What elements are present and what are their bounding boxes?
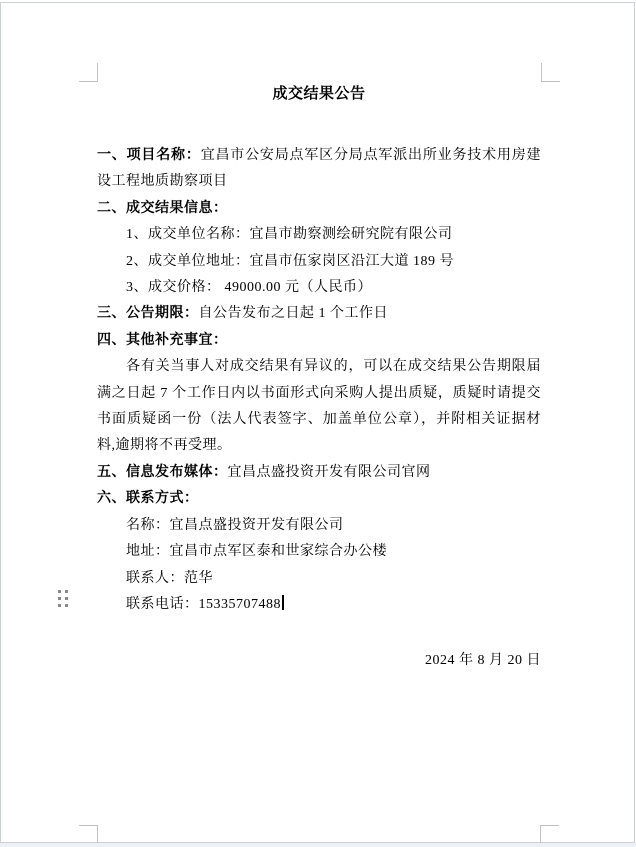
paragraph-5[interactable] [97,275,541,301]
paragraph-10[interactable] [97,486,541,512]
paragraph-list [97,143,541,618]
text-run: 1、成交单位名称：宜昌市勘察测绘研究院有限公司 [126,227,453,243]
paragraph-9[interactable] [97,460,541,486]
text-boundary-mark-top-left [79,63,98,82]
text-boundary-mark-bottom-left [79,825,98,844]
text-run: 二、成交结果信息： [97,200,228,216]
text-run: 联系电话：15335707488 [126,596,281,612]
text-run: 3、成交价格： 49000.00 元（人民币） [126,280,372,296]
text-run: 各有关当事人对成交结果有异议的，可以在成交结果公告期限届满之日起 7 个工作日内以书面形式向采购人提出质疑，质疑时请提交书面质疑函一份（法人代表签字、加盖单位公章），并附相关证据材料,逾期将不再受理。 [97,359,541,454]
text-run: 四、其他补充事宜： [97,332,228,348]
paragraph-8[interactable] [97,354,541,460]
paragraph-11[interactable] [97,513,541,539]
text-run: 联系人：范华 [126,570,213,586]
text-run: 宜昌点盛投资开发有限公司官网 [227,464,431,480]
text-run: 三、公告期限： [97,306,199,322]
paragraph-6[interactable] [97,301,541,327]
text-cursor [282,595,284,610]
margin-drag-handle-icon[interactable] [58,590,68,607]
page-edge-shadow [0,843,636,847]
text-run: 名称：宜昌点盛投资开发有限公司 [126,517,344,533]
paragraph-13[interactable] [97,566,541,592]
document-title: 成交结果公告 [272,86,366,102]
text-boundary-mark-bottom-right [540,825,559,844]
document-date: 2024 年 8 月 20 日 [425,653,541,669]
paragraph-7[interactable] [97,328,541,354]
paragraph-2[interactable] [97,196,541,222]
text-run: 六、联系方式： [97,491,199,507]
document-body[interactable] [97,81,541,674]
text-run: 宜昌市公安局点军区分局点军派出所业务技术用房建设工程地质勘察项目 [97,148,542,190]
text-run: 地址：宜昌市点军区泰和世家综合办公楼 [126,544,387,560]
document-page[interactable] [0,2,635,843]
text-run: 自公告发布之日起 1 个工作日 [198,306,388,322]
paragraph-4[interactable] [97,249,541,275]
paragraph-12[interactable] [97,539,541,565]
text-run: 一、项目名称： [97,148,201,163]
text-boundary-mark-top-right [541,63,560,82]
paragraph-1[interactable] [97,143,541,196]
text-run: 五、信息发布媒体： [97,464,228,480]
paragraph-14[interactable] [97,592,541,618]
text-run: 2、成交单位地址：宜昌市伍家岗区沿江大道 189 号 [126,253,454,269]
paragraph-3[interactable] [97,222,541,248]
